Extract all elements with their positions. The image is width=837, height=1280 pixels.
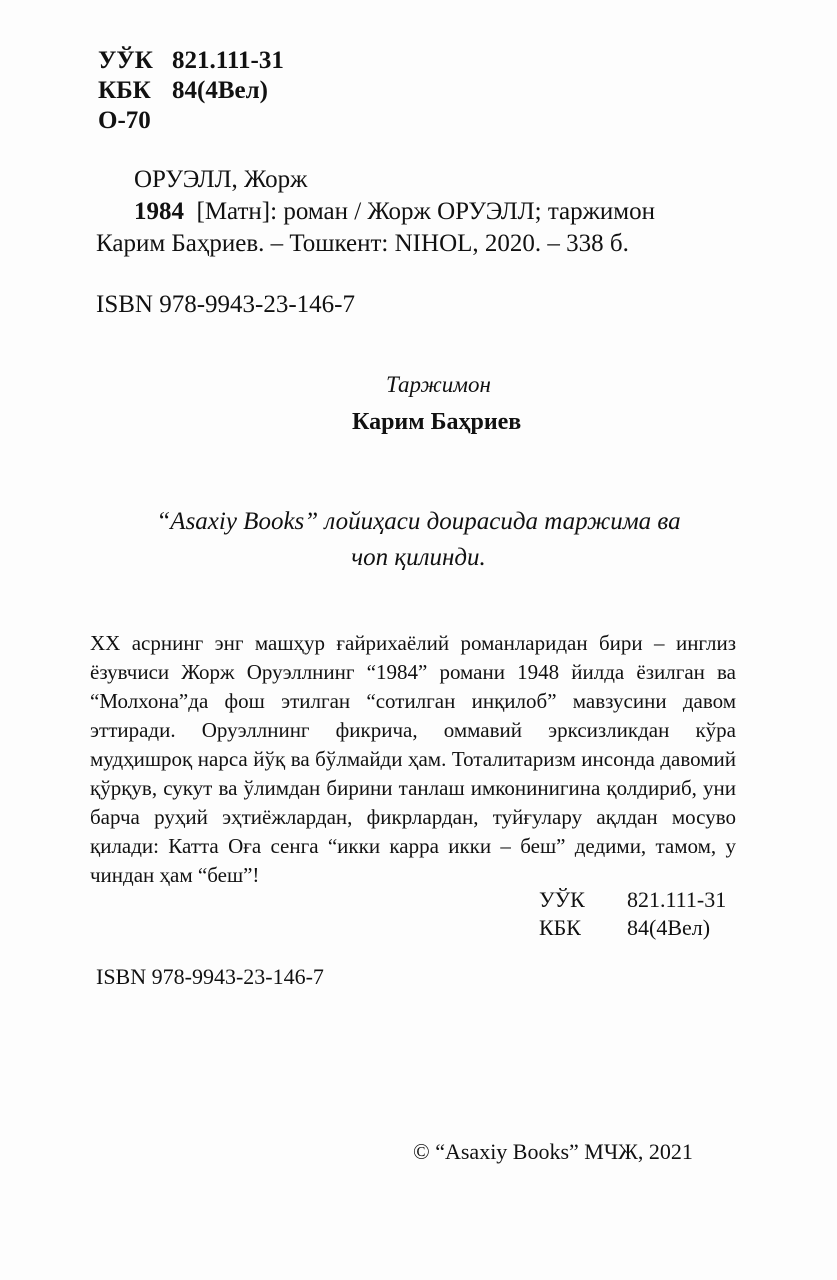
author-mark: О-70: [98, 107, 151, 134]
kbk-line: [98, 76, 268, 106]
udk-line: [98, 46, 284, 76]
udk-value: 821.111-31: [172, 47, 284, 74]
record-isbn: ISBN 978-9943-23-146-7: [96, 291, 356, 318]
record-author: ОРУЭЛЛ, Жорж: [134, 166, 308, 193]
project-note-line-2: чоп қилинди.: [351, 544, 486, 571]
record-imprint: Карим Баҳриев. – Тошкент: NIHOL, 2020. – 338 б.: [96, 230, 629, 257]
udk-line-repeat: [539, 886, 726, 914]
copyright-notice: © “Asaxiy Books” МЧЖ, 2021: [413, 1139, 693, 1164]
kbk-value: 84(4Вел): [172, 77, 268, 104]
udk-value-repeat: 821.111-31: [627, 887, 727, 912]
kbk-label: КБК: [98, 77, 151, 104]
record-title-rest: [Матн]: роман / Жорж ОРУЭЛЛ; таржимон: [196, 198, 655, 225]
record-title: 1984: [134, 198, 184, 225]
udk-label-repeat: УЎК: [539, 887, 585, 912]
record-title-line: [134, 196, 655, 228]
annotation-text: XX асрнинг энг машҳур ғайрихаёлий романларидан бири – инглиз ёзувчиси Жорж Оруэллнинг “1984” романи 1948 йилда ёзилган ва “Молхона”да фош этилган “сотилган инқилоб” мавзусини давом эттиради. Оруэллнинг фикрича, оммавий эрксизликдан кўра мудҳишроқ нарса йўқ ва бўлмайди ҳам. Тоталитаризм инсонда давомий қўрқув, сукут ва ўлимдан бирини танлаш имконинигина қолдириб, уни барча руҳий эҳтиёжлардан, фикрлардан, туйғулару ақлдан мосуво қилади: Катта Оға сенга “икки карра икки – беш” дедими, тамом, у чиндан ҳам “беш”!: [90, 631, 736, 887]
udk-label: УЎК: [98, 47, 153, 74]
kbk-line-repeat: [539, 914, 710, 942]
translator-label: Таржимон: [386, 372, 491, 397]
project-note-line-1: “Asaxiy Books” лойиҳаси доирасида таржима ва: [156, 508, 681, 535]
translator-name: Карим Баҳриев: [352, 409, 522, 435]
kbk-label-repeat: КБК: [539, 915, 581, 940]
annotation: [90, 629, 736, 890]
isbn-bottom: ISBN 978-9943-23-146-7: [96, 964, 324, 989]
kbk-value-repeat: 84(4Вел): [627, 915, 711, 940]
